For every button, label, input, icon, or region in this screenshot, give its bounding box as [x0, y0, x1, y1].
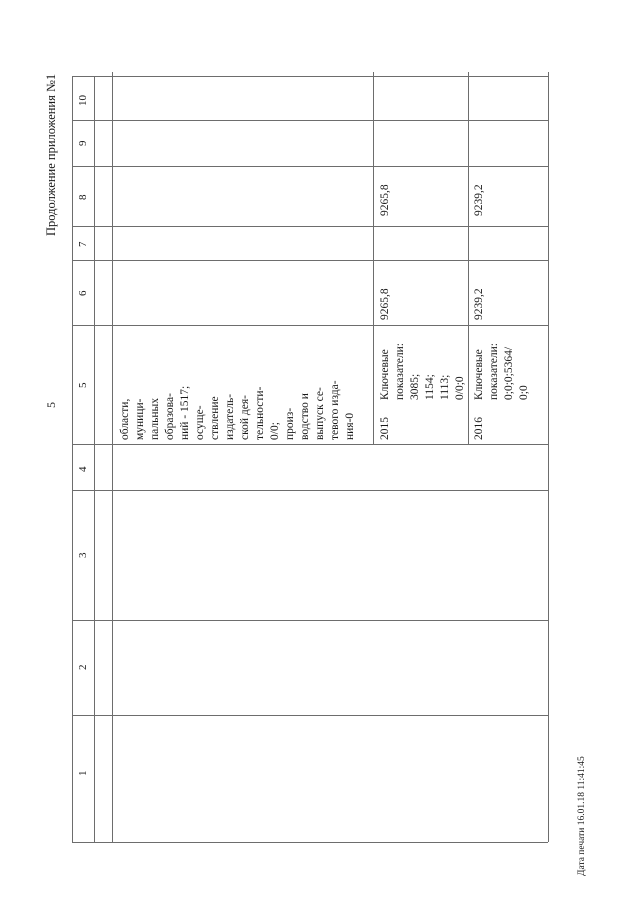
column-number: 7 [77, 241, 89, 247]
row3-year: 2016 [473, 417, 485, 440]
row3-col5-text: Ключевые показатели: 0;0;0;5364/ 0;0 [473, 343, 530, 400]
grid-line [72, 842, 548, 843]
grid-line [72, 120, 548, 121]
continuation-title: Продолжение приложения №1 [44, 73, 58, 236]
column-number: 8 [77, 194, 89, 200]
grid-line [112, 72, 113, 842]
grid-line [72, 620, 548, 621]
print-date: Дата печати 16.01.18 11:41:45 [577, 756, 587, 876]
page-number: 5 [44, 402, 58, 408]
grid-line [72, 490, 548, 491]
row3-col6-value: 9239,2 [473, 288, 485, 320]
row2-col6-value: 9265,8 [379, 288, 391, 320]
grid-line [72, 76, 548, 77]
grid-line [72, 260, 548, 261]
row-divider-line [373, 72, 374, 444]
row2-col5-text: Ключевые показатели: 3085; 1154; 1113; 0/0;0 [379, 343, 466, 400]
header-divider-line [94, 76, 95, 842]
column-number: 1 [77, 770, 89, 776]
grid-line [548, 72, 549, 842]
column-number: 10 [77, 95, 89, 106]
row2-year: 2015 [379, 417, 391, 440]
grid-line [72, 166, 548, 167]
column-number: 2 [77, 664, 89, 670]
column-number: 5 [77, 382, 89, 388]
column-number: 3 [77, 552, 89, 558]
grid-line [72, 76, 73, 842]
column-number: 6 [77, 290, 89, 296]
grid-line [72, 226, 548, 227]
row2-col8-value: 9265,8 [379, 184, 391, 216]
row3-col8-value: 9239,2 [473, 184, 485, 216]
row1-col5-text: области, муници- пальных образова- ний - 1517; осуще- ствление издатель- ской дея- тельности- 0/0; произ- водство и выпуск се- тевого изда- ния-0 [119, 380, 356, 440]
grid-line [72, 444, 548, 445]
row-divider-line [468, 72, 469, 444]
grid-line [72, 715, 548, 716]
column-number: 9 [77, 140, 89, 146]
column-number: 4 [77, 466, 89, 472]
